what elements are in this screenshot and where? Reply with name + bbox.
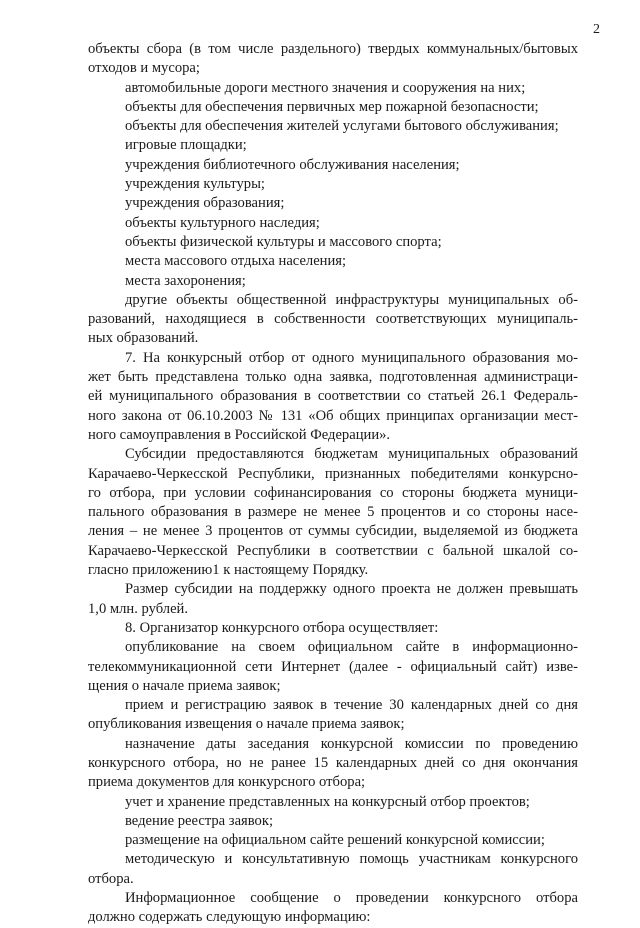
text-line: методическую и консультативную помощь участникам конкурсного bbox=[125, 851, 578, 868]
text-line: объекты культурного наследия; bbox=[125, 214, 320, 231]
text-line: го отбора, при условии софинансирования со стороны бюджета муници- bbox=[88, 484, 578, 501]
text-line: пального образования в размере не менее 5 процентов и со стороны насе- bbox=[88, 504, 578, 521]
text-line: назначение даты заседания конкурсной комиссии по проведению bbox=[125, 735, 578, 752]
text-line: конкурсного отбора, но не ранее 15 календарных дней со дня окончания bbox=[88, 754, 578, 771]
text-line: учреждения библиотечного обслуживания населения; bbox=[125, 156, 460, 173]
document-body bbox=[88, 40, 578, 928]
text-line: другие объекты общественной инфраструктуры муниципальных об- bbox=[125, 291, 578, 308]
text-line: учреждения образования; bbox=[125, 195, 285, 212]
text-line: автомобильные дороги местного значения и сооружения на них; bbox=[125, 79, 526, 96]
text-line: приема документов для конкурсного отбора; bbox=[88, 774, 366, 791]
text-line: ных образований. bbox=[88, 330, 199, 347]
text-line: учет и хранение представленных на конкурсный отбор проектов; bbox=[125, 793, 530, 810]
text-line: ного самоуправления в Российской Федерации». bbox=[88, 426, 391, 443]
text-line: жет быть представлена только одна заявка, подготовленная администраци- bbox=[88, 369, 578, 386]
text-line: игровые площадки; bbox=[125, 137, 247, 154]
text-line: щения о начале приема заявок; bbox=[88, 677, 281, 694]
text-line: ведение реестра заявок; bbox=[125, 812, 273, 829]
text-line: опубликования извещения о начале приема заявок; bbox=[88, 716, 405, 733]
text-line: размещение на официальном сайте решений конкурсной комиссии; bbox=[125, 832, 545, 849]
page-number: 2 bbox=[593, 22, 600, 37]
text-line: Информационное сообщение о проведении конкурсного отбора bbox=[125, 890, 578, 907]
text-line: 7. На конкурсный отбор от одного муниципального образования мо- bbox=[125, 349, 578, 366]
text-line: опубликование на своем официальном сайте в информационно- bbox=[125, 639, 578, 656]
text-line: Карачаево-Черкесской Республики, признанных победителями конкурсно- bbox=[88, 465, 578, 482]
text-line: места захоронения; bbox=[125, 272, 246, 289]
text-line: объекты для обеспечения жителей услугами бытового обслуживания; bbox=[125, 118, 559, 135]
text-line: объекты сбора (в том числе раздельного) твердых коммунальных/бытовых bbox=[88, 41, 578, 57]
text-line: места массового отдыха населения; bbox=[125, 253, 347, 270]
text-line: разований, находящиеся в собственности соответствующих муниципаль- bbox=[88, 311, 578, 328]
text-line: ного закона от 06.10.2003 № 131 «Об общих принципах организации мест- bbox=[88, 407, 578, 424]
text-line: Субсидии предоставляются бюджетам муниципальных образований bbox=[125, 446, 578, 463]
text-line: отбора. bbox=[88, 870, 134, 887]
text-line: телекоммуникационной сети Интернет (далее - официальный сайт) изве- bbox=[88, 658, 578, 675]
text-line: объекты физической культуры и массового спорта; bbox=[125, 233, 442, 250]
text-line: ей муниципального образования в соответствии со статьей 26.1 Федераль- bbox=[88, 388, 578, 405]
text-line: прием и регистрацию заявок в течение 30 календарных дней со дня bbox=[125, 697, 578, 714]
text-line: объекты для обеспечения первичных мер пожарной безопасности; bbox=[125, 98, 539, 115]
text-line: 8. Организатор конкурсного отбора осуществляет: bbox=[125, 619, 439, 636]
text-line: гласно приложению1 к настоящему Порядку. bbox=[88, 562, 369, 579]
text-line: Размер субсидии на поддержку одного проекта не должен превышать bbox=[125, 581, 578, 598]
text-line: Карачаево-Черкесской Республики в соответствии с бальной шкалой со- bbox=[88, 542, 578, 559]
text-line: учреждения культуры; bbox=[125, 176, 265, 193]
text-line: отходов и мусора; bbox=[88, 60, 200, 77]
text-line: 1,0 млн. рублей. bbox=[88, 600, 189, 617]
text-line: должно содержать следующую информацию: bbox=[88, 909, 371, 926]
text-line: ления – не менее 3 процентов от суммы субсидии, выделяемой из бюджета bbox=[88, 523, 578, 540]
